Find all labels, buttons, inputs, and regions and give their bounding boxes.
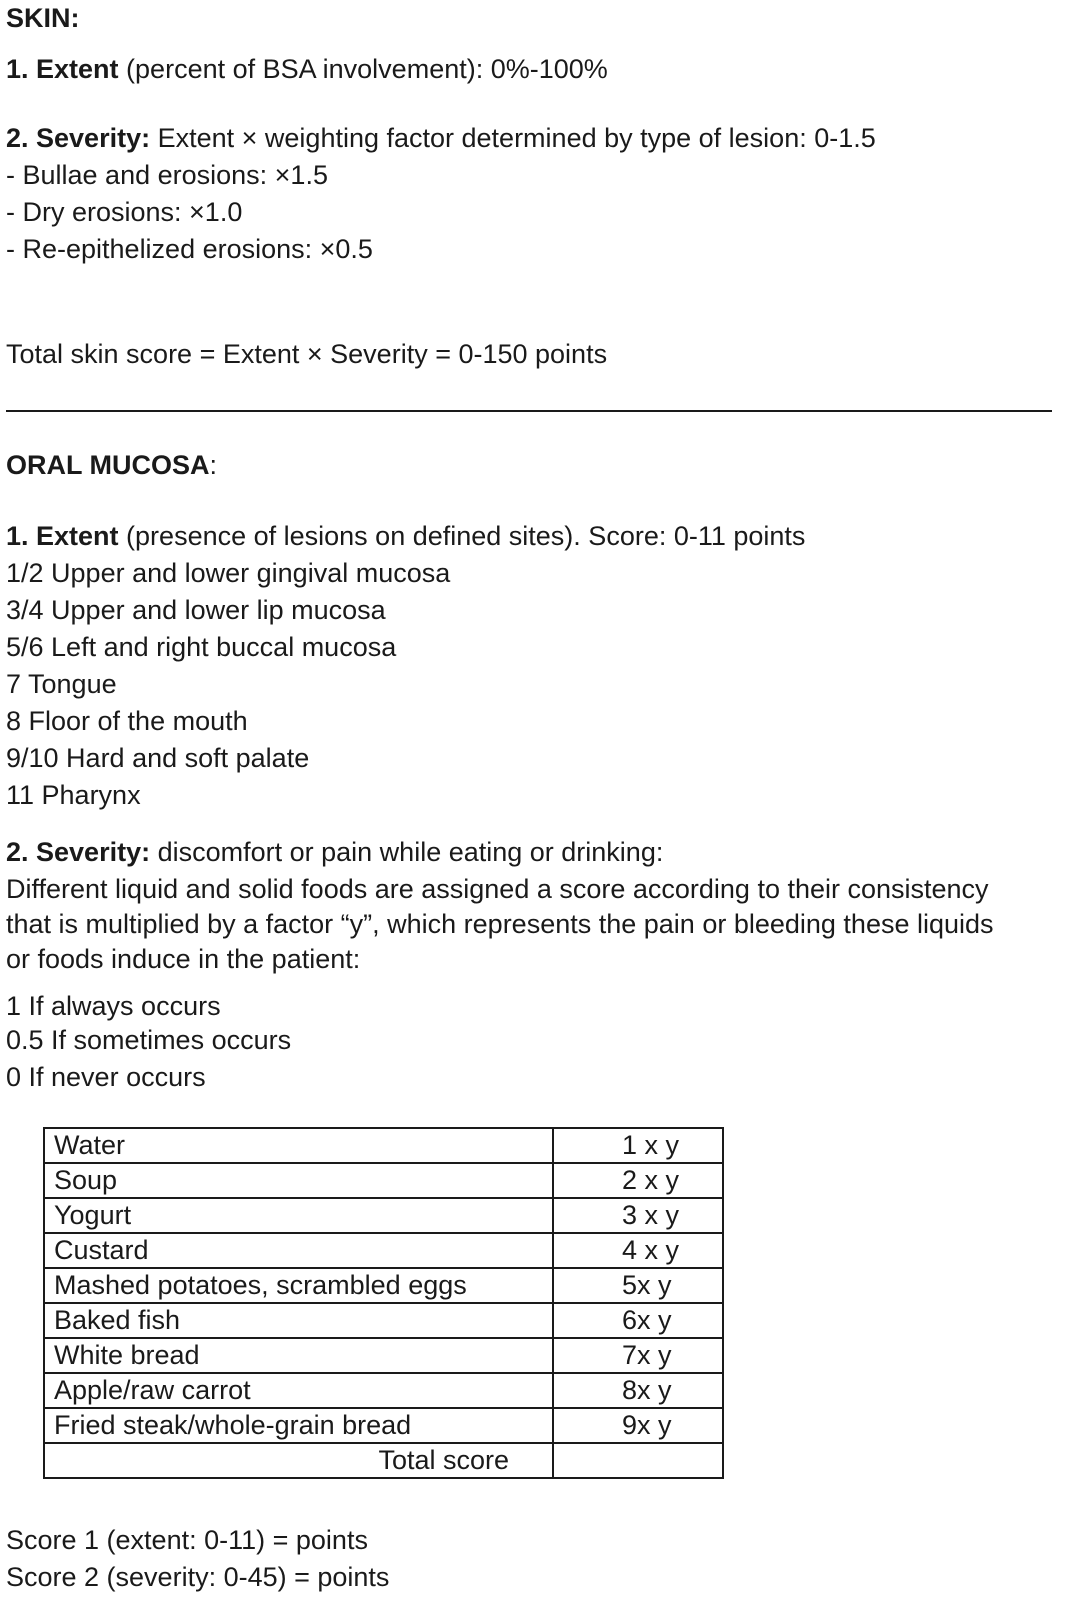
- total-score-value: [553, 1443, 723, 1478]
- skin-extent-text: (percent of BSA involvement): 0%-100%: [118, 54, 608, 84]
- food-name: Water: [44, 1128, 553, 1163]
- oral-extent: [6, 520, 805, 552]
- food-name: Apple/raw carrot: [44, 1373, 553, 1408]
- oral-site: 7 Tongue: [6, 669, 117, 699]
- oral-extent-label: 1. Extent: [6, 521, 119, 551]
- table-row: [44, 1373, 723, 1408]
- food-name: Fried steak/whole-grain bread: [44, 1408, 553, 1443]
- oral-site: 11 Pharynx: [6, 780, 141, 810]
- skin-severity-text: Extent × weighting factor determined by type of lesion: 0-1.5: [150, 123, 876, 153]
- oral-site: 8 Floor of the mouth: [6, 706, 248, 736]
- food-name: Yogurt: [44, 1198, 553, 1233]
- oral-severity: [6, 836, 663, 868]
- food-name: White bread: [44, 1338, 553, 1373]
- table-row: [44, 1163, 723, 1198]
- score-line: Score 1 (extent: 0-11) = points: [6, 1525, 368, 1555]
- oral-description: Different liquid and solid foods are assigned a score according to their consistency: [6, 874, 989, 904]
- score-line: Score 2 (severity: 0-45) = points: [6, 1562, 390, 1592]
- section-divider: [6, 410, 1052, 412]
- y-value: 0 If never occurs: [6, 1062, 206, 1092]
- oral-heading-colon: :: [209, 450, 218, 480]
- food-name: Baked fish: [44, 1303, 553, 1338]
- food-factor: 5x y: [553, 1268, 723, 1303]
- oral-heading: [6, 449, 217, 481]
- table-row: [44, 1338, 723, 1373]
- oral-extent-text: (presence of lesions on defined sites). Score: 0-11 points: [118, 521, 806, 551]
- skin-factor: - Re-epithelized erosions: ×0.5: [6, 234, 373, 264]
- food-score-table: [43, 1127, 724, 1479]
- total-score-label: Total score: [44, 1443, 553, 1478]
- oral-severity-text: discomfort or pain while eating or drinking:: [150, 837, 664, 867]
- table-row: [44, 1268, 723, 1303]
- table-total-row: [44, 1443, 723, 1478]
- table-row: [44, 1408, 723, 1443]
- oral-site: 3/4 Upper and lower lip mucosa: [6, 595, 386, 625]
- food-name: Soup: [44, 1163, 553, 1198]
- food-factor: 4 x y: [553, 1233, 723, 1268]
- y-value: 1 If always occurs: [6, 991, 221, 1021]
- y-value: 0.5 If sometimes occurs: [6, 1025, 292, 1055]
- food-factor: 1 x y: [553, 1128, 723, 1163]
- skin-severity-label: 2. Severity:: [6, 123, 151, 153]
- food-factor: 3 x y: [553, 1198, 723, 1233]
- skin-factor: - Bullae and erosions: ×1.5: [6, 160, 328, 190]
- oral-site: 1/2 Upper and lower gingival mucosa: [6, 558, 451, 588]
- food-name: Mashed potatoes, scrambled eggs: [44, 1268, 553, 1303]
- table-row: [44, 1233, 723, 1268]
- table-row: [44, 1198, 723, 1233]
- oral-severity-label: 2. Severity:: [6, 837, 151, 867]
- skin-factor: - Dry erosions: ×1.0: [6, 197, 243, 227]
- food-factor: 2 x y: [553, 1163, 723, 1198]
- oral-site: 5/6 Left and right buccal mucosa: [6, 632, 397, 662]
- oral-site: 9/10 Hard and soft palate: [6, 743, 310, 773]
- food-name: Custard: [44, 1233, 553, 1268]
- table-row: [44, 1303, 723, 1338]
- oral-heading-text: ORAL MUCOSA: [6, 450, 210, 480]
- skin-heading: SKIN:: [6, 3, 80, 33]
- skin-extent-label: 1. Extent: [6, 54, 119, 84]
- table-row: [44, 1128, 723, 1163]
- skin-extent: [6, 53, 608, 85]
- food-factor: 7x y: [553, 1338, 723, 1373]
- skin-total: Total skin score = Extent × Severity = 0-150 points: [6, 339, 608, 369]
- food-factor: 9x y: [553, 1408, 723, 1443]
- oral-description: that is multiplied by a factor “y”, which represents the pain or bleeding these liquids: [6, 909, 994, 939]
- skin-severity: [6, 122, 876, 154]
- food-factor: 6x y: [553, 1303, 723, 1338]
- food-factor: 8x y: [553, 1373, 723, 1408]
- oral-description: or foods induce in the patient:: [6, 944, 361, 974]
